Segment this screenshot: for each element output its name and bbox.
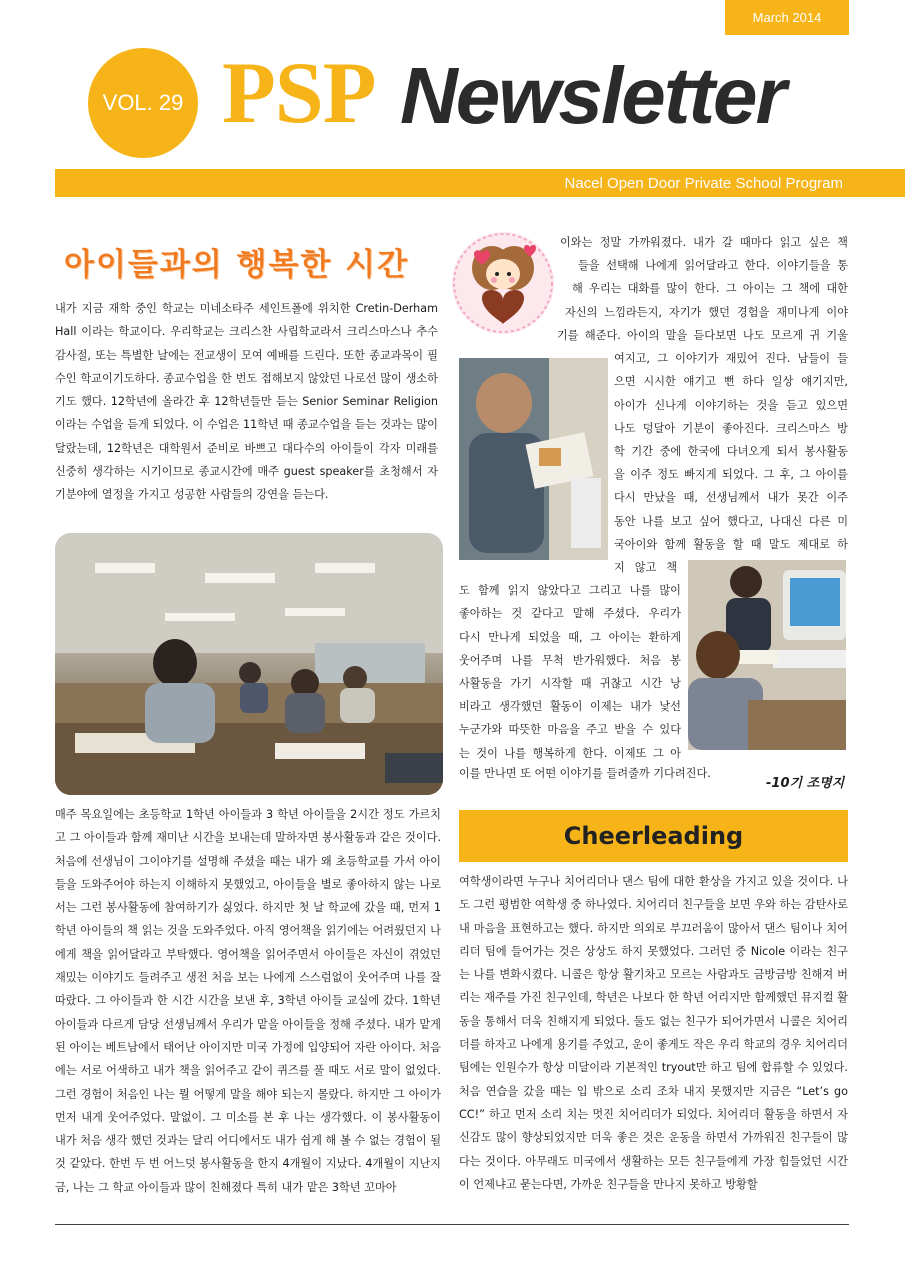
right-line-2: 들을 선택해 나에게 읽어달라고 한다. 이야기들을 통 <box>578 259 848 272</box>
right-line-16: 도 함께 읽지 않았다고 그리고 나를 많이 <box>459 584 681 597</box>
classroom-photo <box>55 533 443 795</box>
right-line-20: 사활동을 가기 시작할 때 귀찮고 시간 낭 <box>459 677 681 690</box>
right-line-10: 학 기간 중에 한국에 다녀오게 되서 봉사활동 <box>614 445 848 458</box>
right-line-1: 이와는 정말 가까워졌다. 내가 갈 때마다 읽고 싶은 책 <box>560 236 848 249</box>
right-line-12: 다시 만났을 때, 선생님께서 내가 못간 이주 <box>614 491 848 504</box>
right-line-19: 웃어주며 나를 무척 반가워했다. 처음 봉 <box>459 654 681 667</box>
right-line-14: 국아이와 함께 활동을 할 때 말도 제대로 하 <box>614 538 848 551</box>
article2-column <box>459 870 848 1196</box>
right-line-6: 여지고, 그 이야기가 재밌어 진다. 남들이 들 <box>614 352 848 365</box>
right-line-21: 비라고 생각했던 활동이 이제는 내가 낯선 <box>459 700 681 713</box>
right-line-5: 기를 해준다. 아이의 말을 듣다보면 나도 모르게 귀 기울 <box>557 329 848 342</box>
right-line-3: 해 우리는 대화를 많이 한다. 그 아이는 그 책에 대한 <box>572 282 848 295</box>
right-line-9: 나도 덩달아 기분이 좋아진다. 크리스마스 방 <box>614 422 848 435</box>
article1-intro-column <box>55 297 438 507</box>
girl-heart-cartoon-icon <box>452 232 554 334</box>
right-line-7: 으면 시시한 얘기고 뻔 하다 일상 얘기지만, <box>614 375 848 388</box>
right-line-13: 동안 나를 보고 싶어 했다고, 나대신 다른 미 <box>614 515 848 528</box>
article2-body: 여학생이라면 누구나 치어리더나 댄스 팀에 대한 환상을 가지고 있을 것이다. 나도 그런 평범한 여학생 중 하나였다. 치어리더 친구들을 보면 우와 하는 감탄사로 내 마음을 표현하고는 했다. 하지만 의외로 부끄러움이 많아서 댄스 팀이나 치어리더 팀에 들어가는 것은 상상도 하지 못했었다. 그러던 중 Nicole 이라는 친구는 나를 변화시켰다. 니콜은 항상 활기차고 모르는 사람과도 금방금방 친해져 버리는 재주를 가진 친구인데, 학년은 나보다 한 학년 어리지만 함께했던 뮤지컬 활동을 통해서 더욱 친해지게 되었다. 둘도 없는 친구가 되어가면서 니콜은 치어리더를 하자고 나에게 용기를 주었고, 운이 좋게도 작은 우리 학교의 경우 치어리더 팀에는 인원수가 항상 미달이라 기본적인 tryout만 하고 팀에 합류할 수 있었다. 처음 연습을 갔을 때는 입 밖으로 소리 조차 내지 못했지만 지금은 “Let’s go CC!” 하고 먼저 소리 치는 멋진 치어리더가 되었다. 치어리더 활동을 하면서 자신감도 많이 향상되었지만 더욱 좋은 것은 운동을 하면서 가까워진 친구들이 많다는 것이다. 아무래도 미국에서 생활하는 모든 친구들에게 가장 힘들었던 시간이 언제냐고 묻는다면, 가까운 친구들을 만나지 못하고 방황할 <box>459 875 848 1191</box>
article1-para1: 내가 지금 재학 중인 학교는 미네소타주 세인트폴에 위치한 Cretin-Derham Hall 이라는 학교이다. 우리학교는 크리스찬 사립학교라서 크리스마스나 추수감사절, 또는 특별한 날에는 전교생이 모여 예배를 드린다. 또한 종교과목이 필수인 학교이기도하다. 종교수업을 한 번도 접해보지 않았던 나로선 많이 생소하기도 했다. 12학년에 올라간 후 12학년들만 듣는 Senior Seminar Religion 이라는 수업을 듣게 되었다. 이 수업은 11학년 때 종교수업을 듣는 것과는 많이 달랐는데, 12학년은 대학원서 준비로 바쁘고 대다수의 아이들이 각자 미래를 신중히 생각하는 시기이므로 종교시간에 매주 guest speaker를 초청해서 자기분야에 열정을 가지고 성공한 사람들의 강연을 듣는다. <box>55 302 438 502</box>
title-newsletter: Newsletter <box>400 51 785 140</box>
right-line-11: 을 이주 정도 빠지게 되었다. 그 후, 그 아이를 <box>614 468 848 481</box>
program-banner <box>55 169 905 197</box>
right-line-22: 누군가와 따뜻한 마음을 주고 받을 수 있다 <box>459 723 681 736</box>
program-name: Nacel Open Door Private School Program <box>564 174 843 192</box>
right-line-8: 아이가 신나게 이야기하는 것을 듣고 있으면 <box>614 399 848 412</box>
article2-heading: Cheerleading <box>563 822 744 850</box>
right-line-23: 는 것이 나를 행복하게 한다. 이제또 그 아 <box>459 747 681 760</box>
kids-computer-photo <box>688 560 846 750</box>
right-line-15: 지 않고 책 <box>614 561 677 574</box>
right-line-17: 좋아하는 것 같다고 말해 주셨다. 우리가 <box>459 607 681 620</box>
right-line-4: 자신의 느낌라든지, 자기가 했던 경험을 재미나게 이야 <box>565 306 848 319</box>
right-line-18: 다시 만나게 되었을 때, 그 아이는 환하게 <box>459 631 681 644</box>
boy-reading-photo <box>459 358 608 560</box>
article1-author: -10기 조명지 <box>766 776 845 791</box>
right-line-24: 이를 만나면 또 어떤 이야기를 들려줄까 기다려진다. <box>459 767 711 780</box>
title-psp: PSP <box>222 45 376 142</box>
cheerleading-banner <box>459 810 848 862</box>
bottom-divider <box>55 1224 849 1225</box>
volume-badge: VOL. 29 <box>88 48 198 158</box>
issue-date: March 2014 <box>725 0 849 35</box>
article1-para2: 매주 목요일에는 초등학교 1학년 아이들과 3 학년 아이들을 2시간 정도 가르치고 그 아이들과 함께 재미난 시간을 보내는데 말하자면 봉사활동과 같은 것이다. 처음에 선생님이 그이야기를 설명해 주셨을 때는 내가 왜 초등학교를 가서 아이들을 도와주어야 하는지 이해하지 못했었고, 아이들을 별로 좋아하지 않는 나로서는 그런 봉사활동에 참여하기가 싫었다. 하지만 첫 날 학교에 갔을 때, 먼저 1학년 아이들의 책 읽는 것을 도와주었다. 아직 영어책을 읽기에는 어려웠던지 나에게 책을 읽어달라고 부탁했다. 영어책을 읽어주면서 아이들은 자신이 겪었던 재밌는 이야기도 들려주고 생전 처음 보는 나에게 스스럼없이 웃어주며 나를 잘 따랐다. 그 아이들과 한 시간 시간을 보낸 후, 3학년 아이들 교실에 갔다. 1학년 아이들과 다르게 담당 선생님께서 우리가 맡을 아이들을 정해 주셨다. 내가 맡게 된 아이는 베트남에서 태어난 아이지만 미국 가정에 입양되어 자란 아이다. 처음에는 서로 어색하고 내가 책을 읽어주고 같이 퀴즈를 풀 때도 서로 말이 없었다. 그런 경험이 처음인 나는 뭘 어떻게 말을 해야 되는지 몰랐다. 하지만 그 아이가 먼저 내게 웃어주었다. 말없이. 그 미소를 본 후 나는 생각했다. 이 봉사활동이 내가 처음 생각 했던 것과는 달리 어디에서도 내가 쉽게 해 볼 수 없는 경험이 될 것 같았다. 한번 두 번 어느덧 봉사활동을 한지 4개월이 지났다. 4개월이 지난지금, 나는 그 학교 아이들과 많이 친해졌다 특히 내가 맡은 3학년 꼬마아 <box>55 808 441 1194</box>
article1-body-column <box>55 803 441 1199</box>
article1-heading: 아이들과의 행복한 시간 <box>64 247 410 283</box>
